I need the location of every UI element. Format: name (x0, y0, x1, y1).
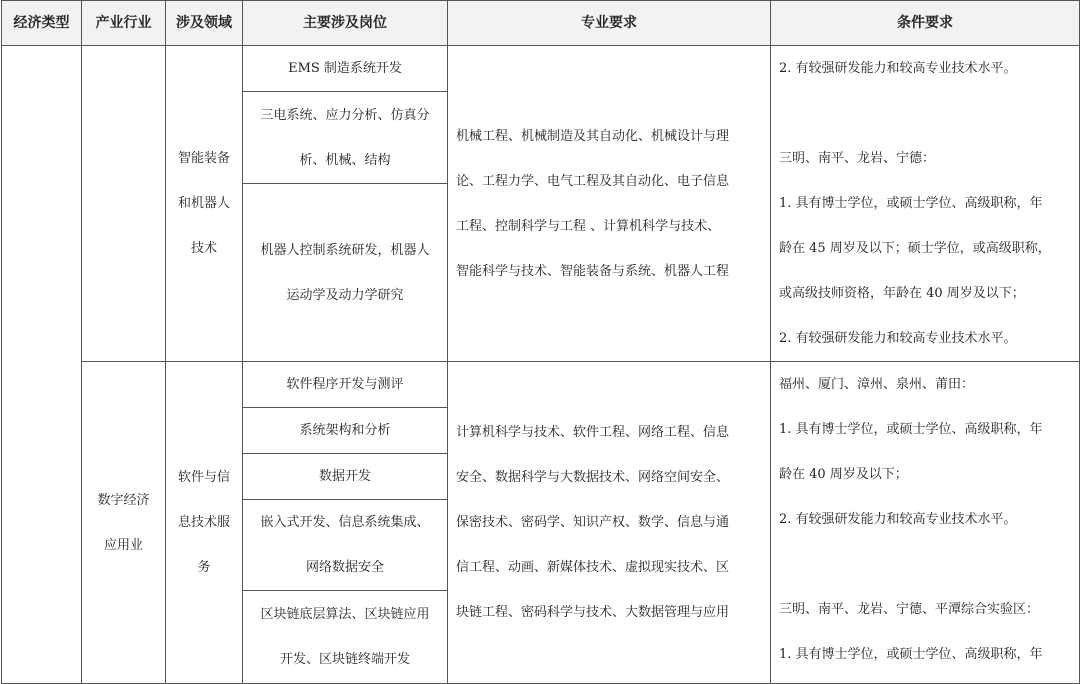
major-line: 块链工程、密码科学与技术、大数据管理与应用 (456, 605, 730, 620)
position-cell (243, 46, 448, 92)
condition-line: 1. 具有博士学位，或硕士学位、高级职称，年 (779, 196, 1043, 211)
domain-line: 技术 (190, 241, 217, 256)
position-cell (243, 184, 448, 362)
position-line: 网络数据安全 (305, 560, 384, 575)
condition-line: 2. 有较强研发能力和较高专业技术水平。 (779, 331, 1017, 346)
condition-line: 龄在 40 周岁及以下； (779, 467, 908, 482)
header-economy-type: 经济类型 (2, 1, 82, 46)
position-line: 开发、区块链终端开发 (279, 652, 410, 667)
industry-cell-1 (82, 46, 166, 362)
major-line: 计算机科学与技术、软件工程、网络工程、信息 (456, 425, 730, 440)
domain-line: 务 (197, 560, 211, 575)
domain-line: 和机器人 (177, 196, 230, 211)
condition-line: 三明、南平、龙岩、宁德： (779, 151, 936, 166)
header-positions: 主要涉及岗位 (243, 1, 448, 46)
condition-line: 福州、厦门、漳州、泉州、莆田： (779, 377, 975, 392)
position-line: 运动学及动力学研究 (286, 287, 404, 303)
condition-line (779, 91, 1075, 136)
condition-line (779, 542, 1075, 587)
requirements-table (1, 0, 1080, 684)
major-cell-1 (448, 46, 771, 362)
major-cell-2 (448, 362, 771, 684)
industry-line: 应用业 (103, 537, 143, 553)
position-line: 析、机械、结构 (299, 152, 391, 168)
condition-line: 或高级技师资格，年龄在 40 周岁及以下； (779, 286, 1025, 301)
header-domain: 涉及领域 (166, 1, 243, 46)
industry-line: 数字经济 (97, 492, 150, 508)
table-row (2, 362, 1080, 408)
position-cell (243, 362, 448, 408)
position-line: 机器人控制系统研发，机器人 (260, 242, 430, 258)
position-cell (243, 408, 448, 454)
major-line: 安全、数据科学与大数据技术、网络空间安全、 (456, 470, 730, 485)
position-cell (243, 92, 448, 184)
condition-line: 2. 有较强研发能力和较高专业技术水平。 (779, 61, 1017, 76)
economy-type-cell (2, 46, 82, 684)
domain-line: 息技术服 (177, 515, 230, 530)
major-line: 机械工程、机械制造及其自动化、机械设计与理 (456, 128, 730, 144)
domain-line: 软件与信 (177, 470, 230, 485)
position-cell (243, 500, 448, 591)
table-row (2, 46, 1080, 92)
header-conditions: 条件要求 (771, 1, 1080, 46)
condition-cell-1 (771, 46, 1080, 362)
industry-cell-2 (82, 362, 166, 684)
position-line: 三电系统、应力分析、仿真分 (260, 107, 430, 123)
header-row (2, 1, 1080, 46)
major-line: 工程、控制科学与工程 、计算机科学与技术、 (456, 218, 721, 234)
header-major: 专业要求 (448, 1, 771, 46)
major-line: 保密技术、密码学、知识产权、数学、信息与通 (456, 515, 730, 530)
major-line: 论、工程力学、电气工程及其自动化、电子信息 (456, 173, 730, 189)
position-line: 数据开发 (318, 469, 371, 484)
header-industry: 产业行业 (82, 1, 166, 46)
position-cell (243, 454, 448, 500)
condition-line: 2. 有较强研发能力和较高专业技术水平。 (779, 512, 1017, 527)
position-line: EMS 制造系统开发 (288, 61, 402, 77)
condition-line: 1. 具有博士学位，或硕士学位、高级职称，年 (779, 647, 1043, 662)
position-line: 嵌入式开发、信息系统集成、 (260, 515, 430, 530)
major-line: 智能科学与技术、智能装备与系统、机器人工程 (456, 263, 730, 279)
domain-line: 智能装备 (177, 151, 230, 166)
position-line: 系统架构和分析 (299, 423, 391, 438)
domain-cell-1 (166, 46, 243, 362)
condition-line: 龄在 45 周岁及以下；硕士学位，或高级职称， (779, 241, 1051, 256)
position-line: 区块链底层算法、区块链应用 (260, 607, 430, 622)
major-line: 信工程、动画、新媒体技术、虚拟现实技术、区 (456, 560, 730, 575)
condition-line: 三明、南平、龙岩、宁德、平潭综合实验区： (779, 602, 1040, 617)
domain-cell-2 (166, 362, 243, 684)
condition-cell-2 (771, 362, 1080, 684)
position-cell (243, 591, 448, 684)
condition-line: 1. 具有博士学位，或硕士学位、高级职称，年 (779, 422, 1043, 437)
position-line: 软件程序开发与测评 (286, 377, 404, 392)
